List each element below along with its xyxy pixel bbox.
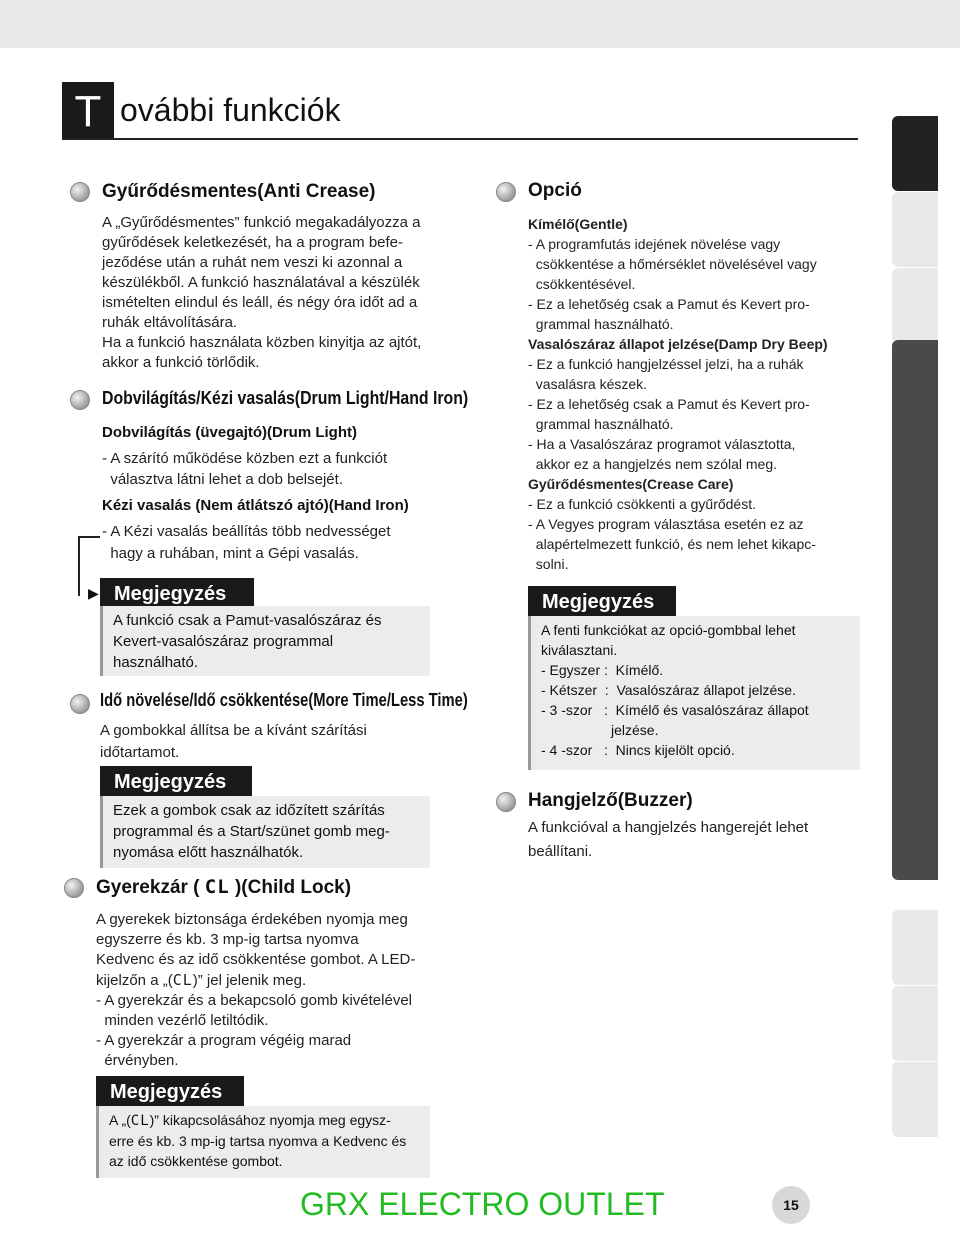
text-line: - A programfutás idejének növelése vagy [528,236,781,252]
text-line: Kedvenc és az idő csökkentése gombot. A LED- [96,951,416,968]
text-line: - A gyerekzár a program végéig marad [96,1032,352,1049]
anti-crease-heading: Gyűrődésmentes(Anti Crease) [102,181,376,202]
text-line: - Egyszer : Kímélő. [541,662,664,678]
text-line: nyomása előtt használhatók. [113,844,304,861]
text-line: solni. [528,556,569,572]
text-fragment: )” jel jelenik meg. [192,972,307,989]
title-text: ovábbi funkciók [120,92,341,128]
text-fragment: )” kikapcsolásához nyomja meg egysz- [149,1112,391,1128]
text-line: alapértelmezett funkció, és nem lehet kikapc- [528,536,816,552]
hand-iron-subheading: Kézi vasalás (Nem átlátszó ajtó)(Hand Iron) [102,497,409,514]
drum-light-subheading: Dobvilágítás (üvegajtó)(Drum Light) [102,424,357,441]
text-line: Kevert-vasalószáraz programmal [113,633,334,650]
text-line: kiválasztani. [541,642,618,658]
text-line: gyűrődések keletkezését, ha a program befe- [102,234,404,251]
note-box [528,616,860,770]
title-initial: T [62,82,114,138]
drum-light-text [102,448,387,490]
text-line: - A Kézi vasalás beállítás több nedvességet [102,523,391,540]
note-box [96,1106,430,1178]
child-lock-heading-text: Gyerekzár ( [96,877,200,898]
note-banner: Megjegyzés [96,1076,244,1108]
text-line: A fenti funkciókat az opció-gombbal lehet [541,622,796,638]
text-line: - Ez a lehetőség csak a Pamut és Kevert pro- [528,396,810,412]
brand-watermark: GRX ELECTRO OUTLET [300,1186,665,1222]
text-line: használható. [113,654,199,671]
crease-title: Gyűrődésmentes(Crease Care) [528,476,734,492]
bullet-icon [70,694,90,714]
buzzer-heading: Hangjelző(Buzzer) [528,790,693,811]
text-line: A gyerekek biztonsága érdekében nyomja meg [96,911,408,928]
text-line: választva látni lehet a dob belsejét. [102,471,343,488]
text-line: vasalásra készek. [528,376,648,392]
child-lock-text [96,910,415,1071]
text-line: csökkentésével. [528,276,636,292]
text-line: A gombokkal állítsa be a kívánt szárítási [100,722,367,739]
text-line: - A Vegyes program választása esetén ez az [528,516,804,532]
note-banner: Megjegyzés [100,578,254,610]
text-line: az idő csökkentése gombot. [109,1153,283,1169]
note-banner: Megjegyzés [100,766,252,798]
time-heading: Idő növelése/Idő csökkentése(More Time/Less Time) [100,690,468,710]
text-line: - 3 -szor : Kímélő és vasalószáraz állapot [541,702,809,718]
arrow-right-icon: ▶ [88,585,99,601]
text-line: - 4 -szor : Nincs kijelölt opció. [541,742,735,758]
text-line: érvényben. [96,1052,179,1069]
side-tab-label: További funkciók [867,470,890,650]
text-line [109,1110,420,1131]
text-line: programmal és a Start/szünet gomb meg- [113,823,390,840]
top-strip [0,0,960,48]
text-line: minden vezérlő letiltódik. [96,1012,269,1029]
text-line: grammal használható. [528,416,674,432]
bullet-icon [70,390,90,410]
text-line: időtartamot. [100,744,180,761]
child-lock-heading-text: )(Child Lock) [234,877,352,898]
anti-crease-text [102,213,421,373]
text-line: - Kétszer : Vasalószáraz állapot jelzése. [541,682,796,698]
edge-tab [892,986,938,1061]
text-line: - Ha a Vasalószáraz programot választotta, [528,436,796,452]
hand-iron-text [102,521,391,565]
text-line: Ezek a gombok csak az időzített szárítás [113,802,385,819]
text-line: grammal használható. [528,316,674,332]
text-line: készülékből. A funkció használatával a készülék [102,274,420,291]
text-line: jelzése. [541,722,659,738]
text-line: - Ez a funkció hangjelzéssel jelzi, ha a ruhák [528,356,804,372]
note-box [100,606,430,676]
edge-tab [892,910,938,985]
lcd-cl-icon: CL [204,876,230,898]
child-lock-heading [96,876,351,899]
text-line: egyszerre és kb. 3 mp-ig tartsa nyomva [96,931,359,948]
option-heading: Opció [528,180,582,201]
text-line: ruhák eltávolítására. [102,314,238,331]
bullet-icon [496,792,516,812]
lcd-cl-icon: CL [130,1113,150,1129]
text-line: jeződése után a ruhát nem veszi ki azonnal a [102,254,403,271]
text-line: - A szárító működése közben ezt a funkciót [102,450,388,467]
bullet-icon [70,182,90,202]
drum-light-heading: Dobvilágítás/Kézi vasalás(Drum Light/Hand Iron) [102,388,469,408]
note-box [100,796,430,868]
note-banner: Megjegyzés [528,586,676,618]
text-fragment: kijelzőn a „( [96,972,173,989]
side-tab [892,340,938,880]
text-line: A funkcióval a hangjelzés hangerejét lehet [528,819,809,836]
text-line [96,970,415,991]
text-line: - Ez a funkció csökkenti a gyűrődést. [528,496,756,512]
text-line: akkor a funkció törlődik. [102,354,260,371]
text-line: akkor ez a hangjelzés nem szólal meg. [528,456,778,472]
page-title [62,82,858,140]
text-line: erre és kb. 3 mp-ig tartsa nyomva a Kedvenc és [109,1133,407,1149]
bullet-icon [496,182,516,202]
text-line: A „Gyűrődésmentes” funkció megakadályozza a [102,214,421,231]
text-line: csökkentése a hőmérséklet növelésével vagy [528,256,817,272]
text-line: - A gyerekzár és a bekapcsoló gomb kivételével [96,992,413,1009]
text-line: ismételten elindul és leáll, és négy óra időt ad a [102,294,418,311]
text-line: - Ez a lehetőség csak a Pamut és Kevert pro- [528,296,810,312]
dry-beep-title: Vasalószáraz állapot jelzése(Damp Dry Beep) [528,336,828,352]
text-line: beállítani. [528,843,593,860]
lcd-cl-icon: CL [172,971,193,989]
text-line: hagy a ruhában, mint a Gépi vasalás. [102,545,359,562]
text-line: Ha a funkció használata közben kinyitja az ajtót, [102,334,422,351]
edge-tab [892,268,938,343]
edge-tab [892,192,938,267]
option-text [528,214,828,574]
bullet-icon [64,878,84,898]
buzzer-text [528,816,808,864]
edge-tab [892,1062,938,1137]
gentle-title: Kímélő(Gentle) [528,216,628,232]
edge-tab [892,116,938,191]
time-text [100,720,367,764]
text-line: A funkció csak a Pamut-vasalószáraz és [113,612,382,629]
text-fragment: A „( [109,1112,131,1128]
page-number: 15 [772,1186,810,1224]
